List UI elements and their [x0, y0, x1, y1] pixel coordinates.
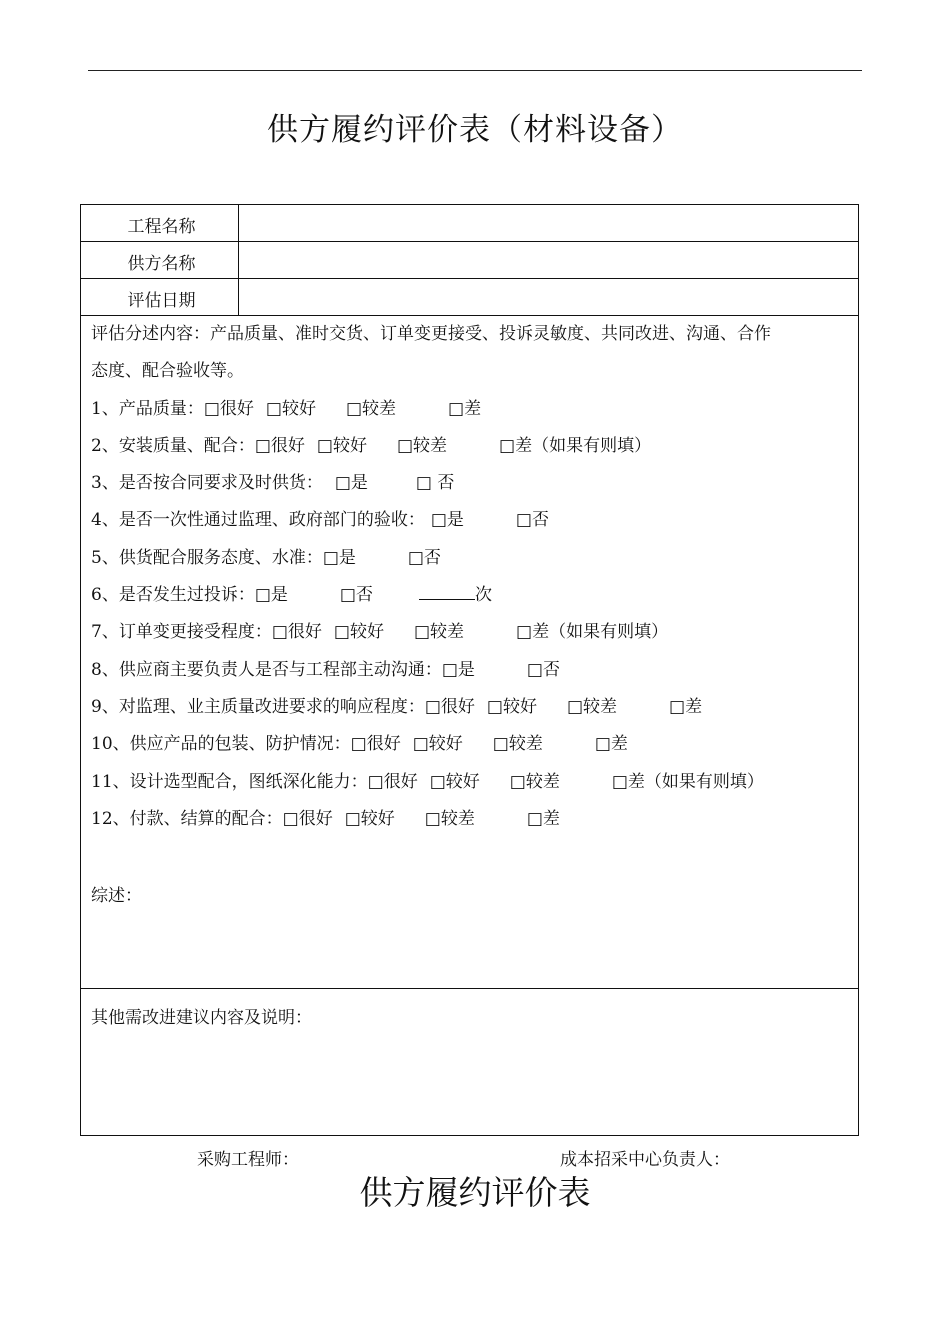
supplier-name-field[interactable] — [239, 242, 858, 278]
eval-item-prefix: 6、是否发生过投诉： — [91, 585, 255, 606]
checkbox-option[interactable]: □很好 — [367, 771, 418, 792]
checkbox-option[interactable]: □较差 — [492, 734, 543, 755]
checkbox-option[interactable]: □较差 — [566, 696, 618, 717]
count-unit: 次 — [474, 585, 492, 606]
checkbox-option[interactable]: □差（如果有则填） — [516, 622, 669, 643]
eval-item-prefix: 7、订单变更接受程度： — [91, 622, 272, 643]
checkbox-option[interactable]: □否 — [339, 585, 373, 606]
eval-item-10 — [91, 726, 850, 763]
checkbox-option[interactable]: □是 — [430, 510, 464, 531]
info-label-date: 评估日期 — [81, 279, 239, 315]
eval-item-prefix: 5、供货配合服务态度、水准： — [91, 547, 323, 568]
checkbox-option[interactable]: □很好 — [350, 734, 401, 755]
checkbox-option[interactable]: □较差 — [396, 435, 448, 456]
eval-item-7 — [91, 614, 850, 651]
checkbox-option[interactable]: □否 — [515, 510, 549, 531]
eval-item-12 — [91, 801, 850, 838]
checkbox-option[interactable]: □否 — [407, 547, 441, 568]
checkbox-option[interactable]: □较差 — [345, 398, 397, 419]
info-row-project — [81, 205, 858, 242]
cost-center-head-signature: 成本招采中心负责人： — [560, 1150, 730, 1170]
eval-item-2 — [91, 428, 850, 465]
evaluation-date-field[interactable] — [239, 279, 858, 315]
intro-line: 评估分述内容：产品质量、准时交货、订单变更接受、投诉灵敏度、共同改进、沟通、合作 — [91, 324, 771, 344]
eval-item-4 — [91, 502, 850, 539]
checkbox-option[interactable]: □差（如果有则填） — [499, 435, 652, 456]
checkbox-option[interactable]: □很好 — [254, 435, 305, 456]
checkbox-option[interactable]: □较好 — [412, 734, 463, 755]
checkbox-option[interactable]: □较好 — [333, 622, 384, 643]
section-divider — [81, 988, 858, 989]
eval-item-prefix: 8、供应商主要负责人是否与工程部主动沟通： — [91, 659, 442, 680]
intro-line: 态度、配合验收等。 — [91, 361, 244, 382]
eval-item-3 — [91, 465, 850, 502]
eval-item-prefix: 1、产品质量： — [91, 398, 204, 419]
info-row-date — [81, 279, 858, 316]
info-row-supplier — [81, 242, 858, 279]
checkbox-option[interactable]: □较好 — [265, 398, 316, 419]
evaluation-form — [80, 204, 859, 1136]
checkbox-option[interactable]: □较差 — [424, 808, 475, 829]
checkbox-option[interactable]: □较差 — [413, 622, 465, 643]
purchasing-engineer-signature: 采购工程师： — [197, 1150, 299, 1170]
other-suggestions-label: 其他需改进建议内容及说明： — [91, 1008, 312, 1028]
eval-item-11 — [91, 764, 850, 801]
checkbox-option[interactable]: □否 — [526, 659, 560, 680]
page-title: 供方履约评价表（材料设备） — [267, 112, 683, 148]
checkbox-option[interactable]: □是 — [322, 547, 356, 568]
eval-item-prefix: 9、对监理、业主质量改进要求的响应程度： — [91, 696, 425, 717]
checkbox-option[interactable]: □是 — [254, 585, 288, 606]
checkbox-option[interactable]: □较差 — [509, 771, 560, 792]
eval-item-prefix: 2、安装质量、配合： — [91, 435, 255, 456]
checkbox-option[interactable]: □较好 — [486, 696, 537, 717]
complaint-count-field[interactable] — [419, 581, 475, 600]
eval-item-prefix: 10、供应产品的包装、防护情况： — [91, 734, 351, 755]
eval-item-prefix: 4、是否一次性通过监理、政府部门的验收： — [91, 510, 425, 531]
checkbox-option[interactable]: □是 — [441, 659, 475, 680]
checkbox-option[interactable]: □较好 — [429, 771, 480, 792]
eval-item-1 — [91, 391, 850, 428]
checkbox-option[interactable]: □较好 — [344, 808, 395, 829]
checkbox-option[interactable]: □差（如果有则填） — [611, 771, 764, 792]
info-label-project: 工程名称 — [81, 205, 239, 241]
summary-label: 综述： — [91, 886, 142, 906]
header-rule — [88, 70, 862, 71]
footer-title: 供方履约评价表 — [359, 1173, 591, 1212]
checkbox-option[interactable]: □差 — [526, 808, 560, 829]
checkbox-option[interactable]: □差 — [448, 398, 482, 419]
eval-item-9 — [91, 689, 850, 726]
eval-item-5 — [91, 540, 850, 577]
info-label-supplier: 供方名称 — [81, 242, 239, 278]
eval-item-prefix: 3、是否按合同要求及时供货： — [91, 473, 323, 494]
checkbox-option[interactable]: □差 — [669, 696, 703, 717]
checkbox-option[interactable]: □较好 — [316, 435, 367, 456]
checkbox-option[interactable]: □很好 — [282, 808, 333, 829]
evaluation-content — [91, 316, 850, 838]
checkbox-option[interactable]: □很好 — [203, 398, 254, 419]
eval-item-prefix: 11、设计选型配合，图纸深化能力： — [91, 771, 368, 792]
checkbox-option[interactable]: □是 — [334, 473, 368, 494]
eval-item-8 — [91, 652, 850, 689]
project-name-field[interactable] — [239, 205, 858, 241]
checkbox-option[interactable]: □很好 — [424, 696, 475, 717]
eval-item-prefix: 12、付款、结算的配合： — [91, 808, 283, 829]
checkbox-option[interactable]: □ 否 — [415, 473, 455, 494]
checkbox-option[interactable]: □很好 — [271, 622, 322, 643]
checkbox-option[interactable]: □差 — [594, 734, 628, 755]
eval-item-6 — [91, 577, 850, 614]
